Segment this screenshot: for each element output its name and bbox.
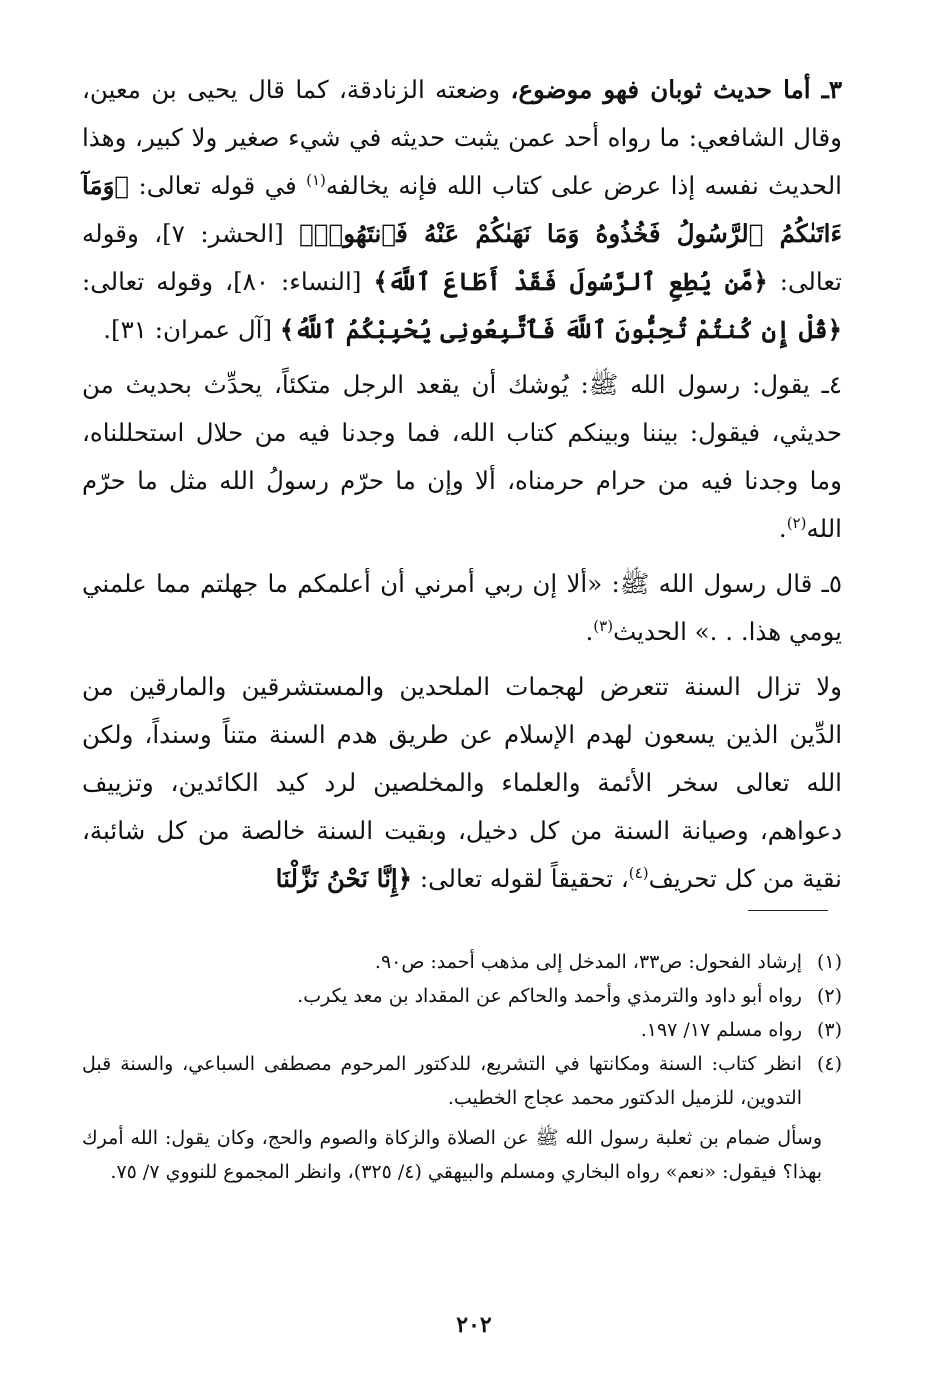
- footnote-1: [82, 945, 842, 979]
- footnote-ref-2: (٢): [786, 513, 807, 532]
- paragraph-text: ، تحقيقاً لقوله تعالى:: [412, 864, 629, 893]
- paragraph-end: .: [585, 617, 594, 646]
- footnote-ref-4: (٤): [628, 863, 649, 882]
- paragraph-text: ٥ـ قال رسول الله ﷺ: «ألا إن ربي أمرني أن أعلمكم ما جهلتم مما علمني يومي هذا. . .» الحديث: [82, 569, 842, 646]
- footnote-ref-3: (٣): [593, 616, 614, 635]
- quran-verse-hashr: ﴿وَمَآ ءَاتَىٰكُمُ ٱلرَّسُولُ فَخُذُوهُ وَمَا نَهَىٰكُمْ عَنْهُ فَٱنتَهُوا۟﴾: [82, 171, 842, 248]
- page-number: ٢٠٢: [456, 1312, 492, 1338]
- main-text: [82, 66, 842, 910]
- quran-verse-hijr: ﴿إِنَّا نَحْنُ نَزَّلْنَا: [275, 864, 413, 893]
- paragraph-3: [82, 66, 842, 354]
- footnote-text: انظر كتاب: السنة ومكانتها في التشريع، للدكتور المرحوم مصطفى السباعي، والسنة قبل التدوين، للزميل الدكتور محمد عجاج الخطيب.: [82, 1053, 802, 1109]
- verse-reference: [الحشر: ٧]، وقوله تعالى:: [82, 219, 842, 296]
- paragraph-text: وضعته الزنادقة، كما قال يحيى بن معين، وقال الشافعي: ما رواه أحد عمن يثبت حديثه في شيء صغير ولا كبير، وهذا الحديث نفسه إذا عرض على كتاب الله فإنه يخالفه: [82, 75, 842, 200]
- verse-reference: [النساء: ٨٠]، وقوله تعالى:: [82, 267, 374, 296]
- paragraph-lead: ٣ـ أما حديث ثوبان فهو موضوع،: [510, 75, 842, 104]
- quran-verse-al-imran: ﴿قُلْ إِن كُنتُمْ تُحِبُّونَ ٱللَّهَ فَٱتَّبِعُونِى يُحْبِبْكُمُ ٱللَّهُ﴾: [279, 315, 842, 344]
- paragraph-text: في قوله تعالى:: [129, 171, 307, 200]
- footnote-number: (١): [816, 951, 842, 973]
- footnote-continuation: وسأل ضمام بن ثعلبة رسول الله ﷺ عن الصلاة والزكاة والصوم والحج، وكان يقول: الله أمرك بهذا؟ فيقول: «نعم» رواه البخاري ومسلم والبيهقي (٤/ ٣٢٥)، وانظر المجموع للنووي ٧/ ٧٥.: [82, 1127, 822, 1183]
- footnote-ref-1: (١): [306, 170, 326, 189]
- paragraph-4: [82, 361, 842, 553]
- paragraph-end: .: [778, 514, 787, 543]
- footnote-text: إرشاد الفحول: ص٣٣، المدخل إلى مذهب أحمد: ص٩٠.: [374, 951, 802, 973]
- paragraph-text: ٤ـ يقول: رسول الله ﷺ: يُوشك أن يقعد الرجل متكئاً، يحدِّث بحديث من حديثي، فيقول: بيننا وبينكم كتاب الله، فما وجدنا فيه من حلال استحللناه، وما وجدنا فيه من حرام حرمناه، ألا وإن ما حرّم رسولُ الله مثل ما حرّم الله: [82, 370, 842, 543]
- footnote-number: (٢): [816, 985, 842, 1007]
- footnote-divider: [748, 910, 828, 911]
- paragraph-sunnah: [82, 663, 842, 903]
- footnote-2: [82, 979, 842, 1013]
- footnotes: [82, 945, 842, 1189]
- footnote-number: (٣): [816, 1019, 842, 1041]
- footnote-number: (٤): [816, 1053, 842, 1075]
- paragraph-5: [82, 560, 842, 656]
- footnote-3: [82, 1013, 842, 1047]
- footnote-4: [82, 1047, 842, 1115]
- footnote-text: رواه أبو داود والترمذي وأحمد والحاكم عن المقداد بن معد يكرب.: [297, 985, 802, 1007]
- verse-reference: [آل عمران: ٣١].: [103, 315, 280, 344]
- footnote-text: رواه مسلم ١٧/ ١٩٧.: [640, 1019, 802, 1041]
- paragraph-text: ولا تزال السنة تتعرض لهجمات الملحدين والمستشرقين والمارقين من الدِّين الذين يسعون لهدم الإسلام عن طريق هدم السنة متناً وسنداً، ولكن الله تعالى سخر الأئمة والعلماء والمخلصين لرد كيد الكائدين، وتزييف دعواهم، وصيانة السنة من كل دخيل، وبقيت السنة خالصة من كل شائبة، نقية من كل تحريف: [82, 672, 842, 893]
- quran-verse-nisa: ﴿مَّن يُطِعِ ٱلرَّسُولَ فَقَدْ أَطَاعَ ٱللَّهَ﴾: [373, 267, 768, 296]
